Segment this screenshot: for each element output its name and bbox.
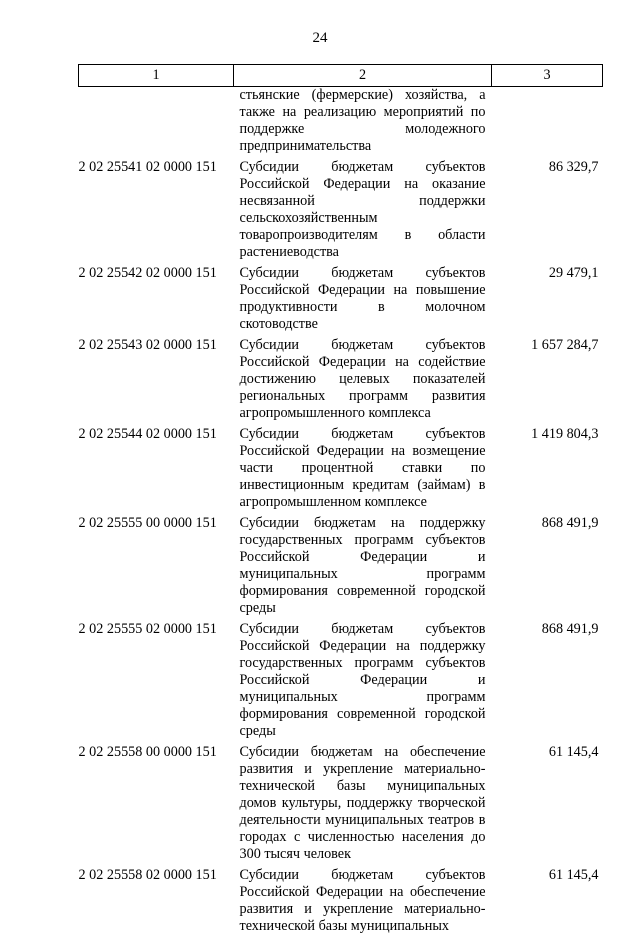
row-code: 2 02 25558 02 0000 151: [78, 867, 217, 883]
table-row: [79, 515, 603, 621]
row-code: 2 02 25542 02 0000 151: [78, 265, 217, 281]
row-description: Субсидии бюджетам субъектов Российской Федерации на возмещение части процентной ставки по инвестиционным кредитам (займам) в агропромышленном комплексе: [239, 426, 486, 510]
row-description: стьянские (фермерские) хозяйства, а также на реализацию мероприятий по поддержке молодежного предпринимательства: [239, 87, 486, 154]
table-row: [79, 265, 603, 337]
row-description: Субсидии бюджетам субъектов Российской Федерации на содействие достижению целевых показателей региональных программ развития агропромышленного комплекса: [239, 337, 486, 421]
table-row: [79, 621, 603, 744]
row-description: Субсидии бюджетам на поддержку государственных программ субъектов Российской Федерации и муниципальных программ формирования современной городской среды: [239, 515, 486, 616]
page-number: 24: [312, 30, 328, 46]
row-amount: 86 329,7: [548, 159, 599, 175]
column-header-code: 1: [79, 65, 234, 87]
row-amount: 61 145,4: [548, 867, 599, 883]
row-code: 2 02 25558 00 0000 151: [78, 744, 217, 760]
table-row: [79, 867, 603, 939]
row-amount: 868 491,9: [541, 621, 599, 637]
column-header-amount: 3: [492, 65, 603, 87]
row-amount: 61 145,4: [548, 744, 599, 760]
row-amount: 1 657 284,7: [531, 337, 599, 353]
table-row: [79, 744, 603, 867]
row-description: Субсидии бюджетам субъектов Российской Федерации на поддержку государственных программ субъектов Российской Федерации и муниципальных программ формирования современной городской среды: [239, 621, 486, 739]
row-description: Субсидии бюджетам субъектов Российской Федерации на оказание несвязанной поддержки сельскохозяйственным товаропроизводителям в области растениеводства: [239, 159, 486, 260]
table-row: [79, 426, 603, 515]
row-code: 2 02 25544 02 0000 151: [78, 426, 217, 442]
row-code: [79, 87, 234, 160]
table-row: [79, 337, 603, 426]
row-description: Субсидии бюджетам субъектов Российской Федерации на обеспечение развития и укрепление материально-технической базы муниципальных: [239, 867, 486, 934]
row-description: Субсидии бюджетам субъектов Российской Федерации на повышение продуктивности в молочном скотоводстве: [239, 265, 486, 332]
table-row: [79, 159, 603, 265]
table-header-row: [79, 65, 603, 87]
row-amount: 29 479,1: [548, 265, 599, 281]
row-description: Субсидии бюджетам на обеспечение развития и укрепление материально-технической базы муниципальных домов культуры, поддержку творческой деятельности муниципальных театров в городах с численностью населения до 300 тысяч человек: [239, 744, 486, 862]
row-code: 2 02 25555 02 0000 151: [78, 621, 217, 637]
budget-table: [78, 64, 603, 939]
row-code: 2 02 25541 02 0000 151: [78, 159, 217, 175]
row-amount: [492, 87, 603, 160]
column-header-description: 2: [234, 65, 492, 87]
row-amount: 1 419 804,3: [531, 426, 599, 442]
row-code: 2 02 25543 02 0000 151: [78, 337, 217, 353]
row-amount: 868 491,9: [541, 515, 599, 531]
table-row-continuation: [79, 87, 603, 160]
row-code: 2 02 25555 00 0000 151: [78, 515, 217, 531]
